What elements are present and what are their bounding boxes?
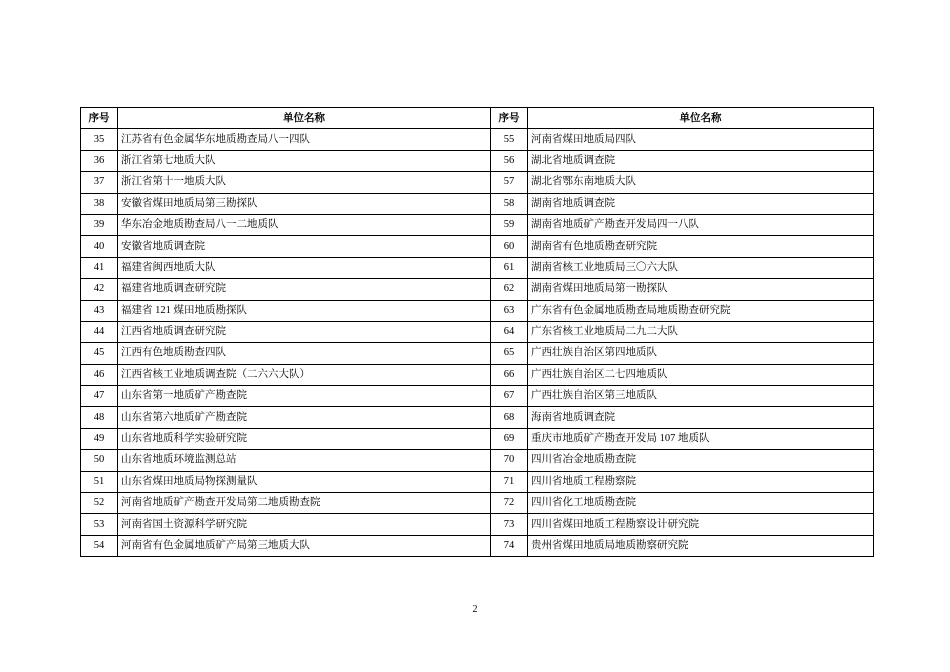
table-row (81, 279, 874, 300)
row-number-right: 69 (491, 428, 528, 449)
unit-name-right: 湖南省有色地质勘查研究院 (528, 236, 874, 257)
table-row (81, 428, 874, 449)
unit-name-right: 四川省冶金地质勘查院 (528, 450, 874, 471)
row-number-right: 56 (491, 150, 528, 171)
unit-name-right: 河南省煤田地质局四队 (528, 129, 874, 150)
table-row (81, 471, 874, 492)
unit-name-left: 河南省有色金属地质矿产局第三地质大队 (118, 535, 491, 556)
unit-name-right: 四川省化工地质勘查院 (528, 493, 874, 514)
unit-name-left: 江苏省有色金属华东地质勘查局八一四队 (118, 129, 491, 150)
table-row (81, 129, 874, 150)
table-row (81, 514, 874, 535)
unit-name-left: 山东省第一地质矿产勘查院 (118, 386, 491, 407)
row-number-right: 62 (491, 279, 528, 300)
table-header-row (81, 108, 874, 129)
unit-name-right: 湖北省鄂东南地质大队 (528, 172, 874, 193)
table-row (81, 300, 874, 321)
table-row (81, 193, 874, 214)
row-number-right: 70 (491, 450, 528, 471)
table-row (81, 386, 874, 407)
unit-name-left: 安徽省煤田地质局第三勘探队 (118, 193, 491, 214)
unit-name-left: 河南省国土资源科学研究院 (118, 514, 491, 535)
row-number-right: 63 (491, 300, 528, 321)
page-number: 2 (472, 604, 478, 615)
row-number-left: 52 (81, 493, 118, 514)
unit-name-right: 湖南省核工业地质局三〇六大队 (528, 257, 874, 278)
unit-name-right: 广西壮族自治区第四地质队 (528, 343, 874, 364)
row-number-left: 40 (81, 236, 118, 257)
unit-name-header-left: 单位名称 (118, 108, 491, 129)
unit-name-left: 浙江省第十一地质大队 (118, 172, 491, 193)
unit-name-left: 江西省地质调查研究院 (118, 321, 491, 342)
table-row (81, 493, 874, 514)
row-number-right: 66 (491, 364, 528, 385)
row-number-right: 68 (491, 407, 528, 428)
row-number-right: 67 (491, 386, 528, 407)
unit-name-right: 广东省有色金属地质勘查局地质勘查研究院 (528, 300, 874, 321)
unit-name-right: 湖南省煤田地质局第一勘探队 (528, 279, 874, 300)
unit-name-right: 广东省核工业地质局二九二大队 (528, 321, 874, 342)
row-number-left: 38 (81, 193, 118, 214)
row-number-left: 51 (81, 471, 118, 492)
row-number-right: 59 (491, 214, 528, 235)
row-number-right: 60 (491, 236, 528, 257)
row-number-left: 54 (81, 535, 118, 556)
unit-name-right: 湖北省地质调查院 (528, 150, 874, 171)
table-row (81, 172, 874, 193)
unit-name-left: 浙江省第七地质大队 (118, 150, 491, 171)
table-row (81, 321, 874, 342)
row-number-right: 71 (491, 471, 528, 492)
unit-name-left: 福建省 121 煤田地质勘探队 (118, 300, 491, 321)
row-number-left: 36 (81, 150, 118, 171)
unit-name-left: 山东省地质环境监测总站 (118, 450, 491, 471)
unit-name-right: 贵州省煤田地质局地质勘察研究院 (528, 535, 874, 556)
unit-list-table (80, 107, 874, 557)
table-row (81, 214, 874, 235)
unit-name-left: 山东省地质科学实验研究院 (118, 428, 491, 449)
table-row (81, 407, 874, 428)
row-number-left: 37 (81, 172, 118, 193)
row-number-left: 46 (81, 364, 118, 385)
unit-name-left: 安徽省地质调查院 (118, 236, 491, 257)
row-number-left: 43 (81, 300, 118, 321)
seq-header-right: 序号 (491, 108, 528, 129)
unit-name-header-right: 单位名称 (528, 108, 874, 129)
row-number-right: 64 (491, 321, 528, 342)
table-row (81, 364, 874, 385)
unit-name-right: 四川省煤田地质工程勘察设计研究院 (528, 514, 874, 535)
row-number-left: 53 (81, 514, 118, 535)
row-number-right: 55 (491, 129, 528, 150)
unit-name-left: 华东冶金地质勘查局八一二地质队 (118, 214, 491, 235)
row-number-right: 74 (491, 535, 528, 556)
unit-name-right: 海南省地质调查院 (528, 407, 874, 428)
row-number-right: 58 (491, 193, 528, 214)
unit-name-left: 福建省闽西地质大队 (118, 257, 491, 278)
unit-name-right: 重庆市地质矿产勘查开发局 107 地质队 (528, 428, 874, 449)
row-number-right: 73 (491, 514, 528, 535)
row-number-left: 48 (81, 407, 118, 428)
table-row (81, 535, 874, 556)
row-number-left: 45 (81, 343, 118, 364)
seq-header-left: 序号 (81, 108, 118, 129)
unit-name-right: 四川省地质工程勘察院 (528, 471, 874, 492)
unit-name-left: 江西有色地质勘查四队 (118, 343, 491, 364)
unit-name-right: 湖南省地质矿产勘查开发局四一八队 (528, 214, 874, 235)
unit-name-right: 广西壮族自治区二七四地质队 (528, 364, 874, 385)
table-row (81, 450, 874, 471)
unit-name-left: 河南省地质矿产勘查开发局第二地质勘查院 (118, 493, 491, 514)
unit-name-left: 福建省地质调查研究院 (118, 279, 491, 300)
row-number-left: 39 (81, 214, 118, 235)
unit-name-left: 江西省核工业地质调查院（二六六大队） (118, 364, 491, 385)
row-number-left: 41 (81, 257, 118, 278)
table-row (81, 150, 874, 171)
row-number-right: 61 (491, 257, 528, 278)
row-number-left: 42 (81, 279, 118, 300)
row-number-left: 50 (81, 450, 118, 471)
row-number-left: 49 (81, 428, 118, 449)
unit-name-left: 山东省煤田地质局物探测量队 (118, 471, 491, 492)
table-body (81, 129, 874, 557)
row-number-left: 47 (81, 386, 118, 407)
unit-name-right: 广西壮族自治区第三地质队 (528, 386, 874, 407)
row-number-right: 57 (491, 172, 528, 193)
table-row (81, 236, 874, 257)
table-row (81, 257, 874, 278)
row-number-left: 35 (81, 129, 118, 150)
unit-name-right: 湖南省地质调查院 (528, 193, 874, 214)
table-row (81, 343, 874, 364)
row-number-left: 44 (81, 321, 118, 342)
row-number-right: 72 (491, 493, 528, 514)
unit-name-left: 山东省第六地质矿产勘查院 (118, 407, 491, 428)
row-number-right: 65 (491, 343, 528, 364)
